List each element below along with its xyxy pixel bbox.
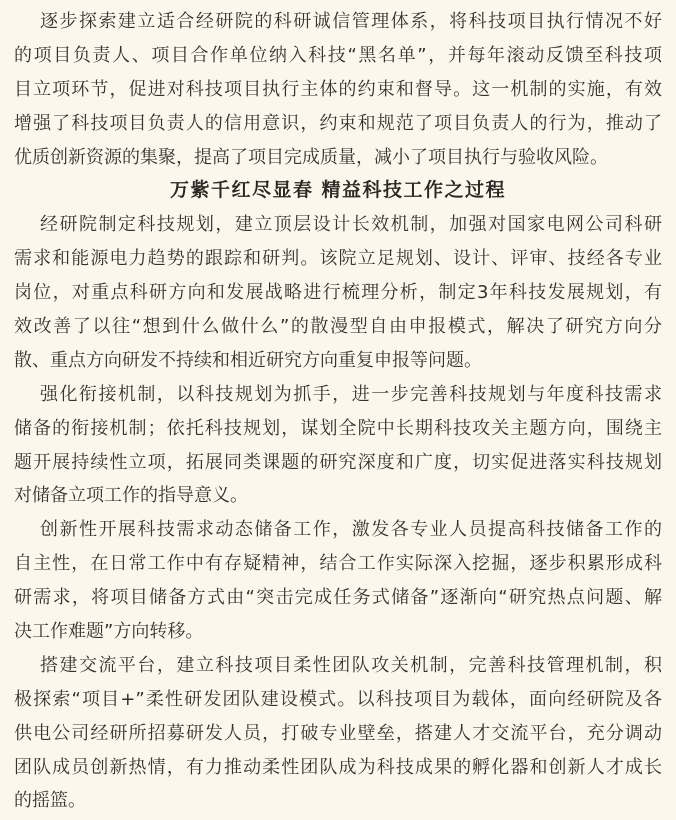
paragraph-line: 储备的衔接机制；依托科技规划，谋划全院中长期科技攻关主题方向，围绕主 bbox=[14, 417, 662, 439]
paragraph-line: 目立项环节，促进对科技项目执行主体的约束和督导。这一机制的实施，有效 bbox=[14, 78, 662, 100]
paragraph-line: 增强了科技项目负责人的信用意识，约束和规范了项目负责人的行为，推动了 bbox=[14, 112, 662, 134]
paragraph-line: 需求和能源电力趋势的跟踪和研判。该院立足规划、设计、评审、技经各专业 bbox=[14, 248, 662, 270]
section-heading: 万紫千红尽显春 精益科技工作之过程 bbox=[169, 179, 507, 202]
section-paragraph-linkage bbox=[14, 378, 662, 514]
paragraph-line: 创新性开展科技需求动态储备工作，激发各专业人员提高科技储备工作的 bbox=[40, 519, 662, 541]
paragraph-line: 团队成员创新热情，有力推动柔性团队成为科技成果的孵化器和创新人才成长 bbox=[14, 756, 662, 778]
paragraph-line: 极探索“项目+”柔性研发团队建设模式。以科技项目为载体，面向经研院及各 bbox=[14, 688, 662, 710]
paragraph-line: 散、重点方向研发不持续和相近研究方向重复申报等问题。 bbox=[14, 349, 482, 371]
paragraph-line: 效改善了以往“想到什么做什么”的散漫型自由申报模式，解决了研究方向分 bbox=[14, 316, 662, 338]
paragraph-line: 研需求，将项目储备方式由“突击完成任务式储备”逐渐向“研究热点问题、解 bbox=[14, 587, 662, 609]
paragraph-line: 题开展持续性立项，拓展同类课题的研究深度和广度，切实促进落实科技规划 bbox=[14, 451, 662, 473]
paragraph-line: 的项目负责人、项目合作单位纳入科技“黑名单”，并每年滚动反馈至科技项 bbox=[14, 44, 662, 66]
paragraph-line: 搭建交流平台，建立科技项目柔性团队攻关机制，完善科技管理机制，积 bbox=[40, 654, 662, 676]
paragraph-line: 对储备立项工作的指导意义。 bbox=[14, 485, 248, 507]
paragraph-line: 逐步探索建立适合经研院的科研诚信管理体系，将科技项目执行情况不好 bbox=[40, 11, 662, 32]
paragraph-line: 经研院制定科技规划，建立顶层设计长效机制，加强对国家电网公司科研 bbox=[40, 214, 662, 236]
paragraph-line: 决工作难题”方向转移。 bbox=[14, 621, 204, 643]
paragraph-line: 强化衔接机制，以科技规划为抓手，进一步完善科技规划与年度科技需求 bbox=[40, 383, 662, 405]
paragraph-line: 供电公司经研所招募研发人员，打破专业壁垒，搭建人才交流平台，充分调动 bbox=[14, 722, 662, 744]
paragraph-line: 的摇篮。 bbox=[14, 790, 86, 812]
intro-paragraph bbox=[14, 5, 662, 174]
section-paragraph-reserve bbox=[14, 513, 662, 649]
paragraph-line: 自主性，在日常工作中有存疑精神，结合工作实际深入挖掘，逐步积累形成科 bbox=[14, 553, 662, 575]
section-paragraph-platform bbox=[14, 649, 662, 818]
paragraph-line: 岗位，对重点科研方向和发展战略进行梳理分析，制定3年科技发展规划，有 bbox=[14, 282, 662, 304]
section-paragraph-planning bbox=[14, 208, 662, 377]
paragraph-line: 优质创新资源的集聚，提高了项目完成质量，减小了项目执行与验收风险。 bbox=[14, 146, 608, 168]
